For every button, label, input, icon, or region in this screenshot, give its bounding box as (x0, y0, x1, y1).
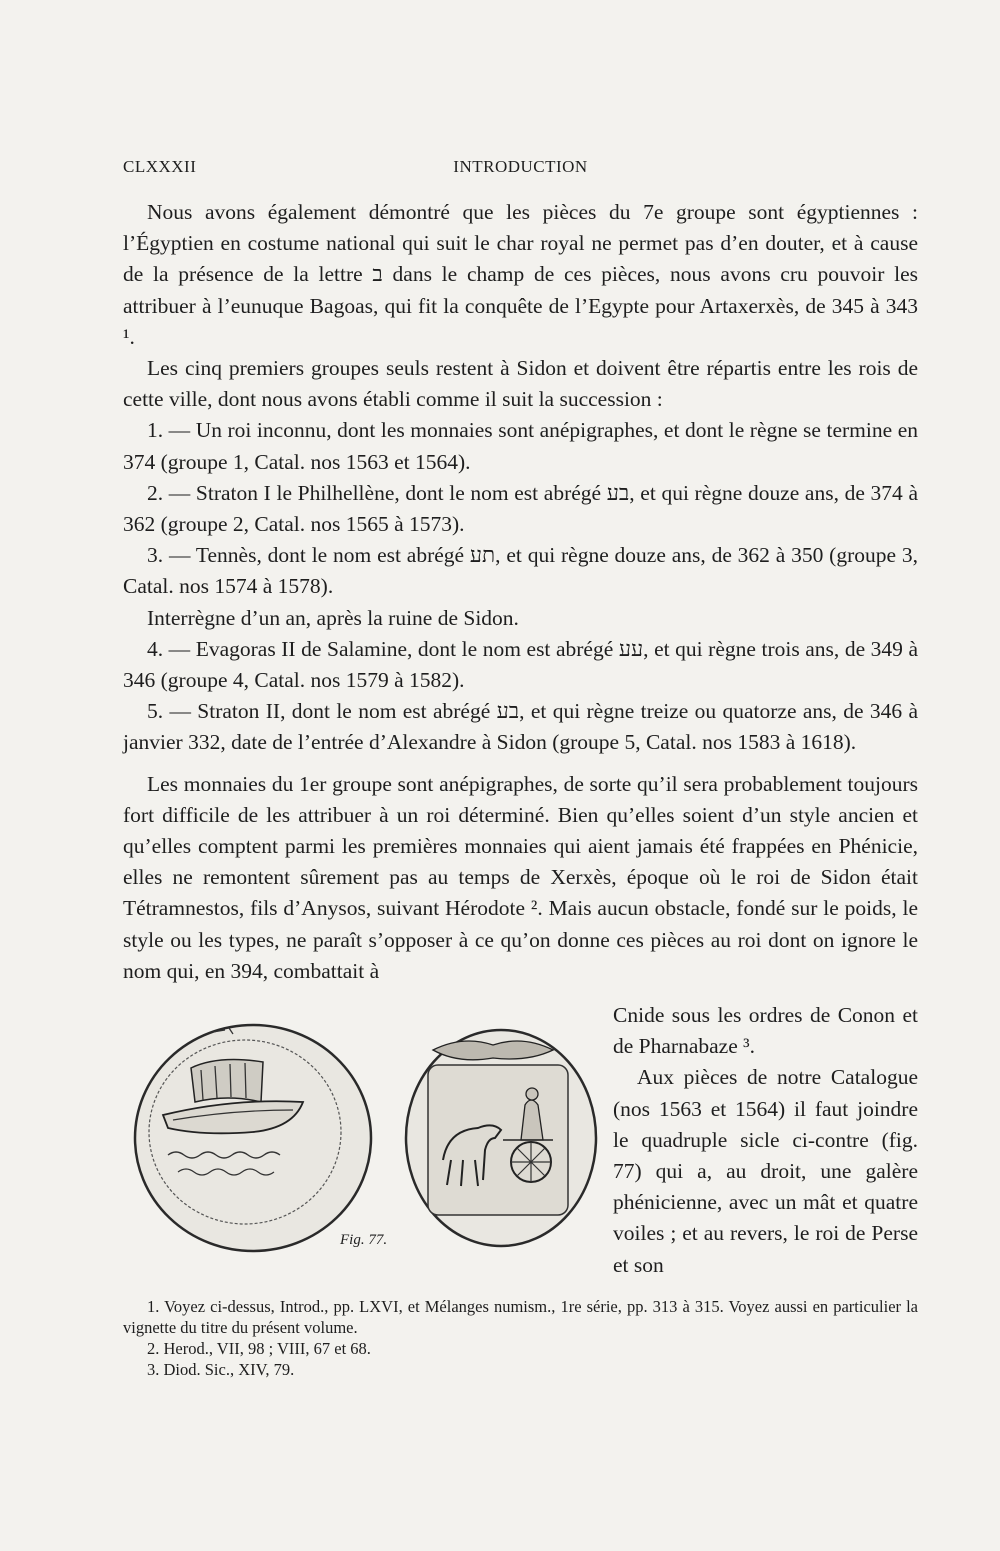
figure-caption: Fig. 77. (340, 1232, 388, 1248)
main-text (123, 197, 918, 987)
running-head (123, 157, 918, 181)
paragraph-2: Les cinq premiers groupes seuls restent à Sidon et doivent être répartis entre les rois de cette ville, dont nous avons établi comme il suit la succession : (123, 356, 918, 412)
succession-item-4: 4. — Evagoras II de Salamine, dont le nom est abrégé עע, et qui règne trois ans, de 349 à 346 (groupe 4, Catal. nos 1579 à 1582). (123, 636, 919, 693)
footnote-3: 3. Diod. Sic., XIV, 79. (147, 1360, 295, 1379)
running-title: INTRODUCTION (453, 157, 588, 176)
footnotes (123, 1296, 918, 1380)
succession-item-2: 2. — Straton I le Philhellène, dont le nom est abrégé בע, et qui règne douze ans, de 374 à 362 (groupe 2, Catal. nos 1565 à 1573). (123, 480, 918, 537)
footnote-2: 2. Herod., VII, 98 ; VIII, 67 et 68. (147, 1339, 371, 1358)
paragraph-1: Nous avons également démontré que les pièces du 7e groupe sont égyptiennes : l’Égyptien en costume national qui suit le char royal ne permet pas d’en douter, et à cause de la présence de la lettre ב dans le champ de ces pièces, nous avons cru pouvoir les attribuer à l’eunuque Bagoas, qui fit la conquête de l’Egypte pour Artaxerxès, de 345 à 343 ¹. (123, 200, 918, 349)
interregnum-line: Interrègne d’un an, après la ruine de Sidon. (147, 605, 519, 630)
footnote-1: 1. Voyez ci-dessus, Introd., pp. LXVI, et Mélanges numism., 1re série, pp. 313 à 315. Voyez aussi en particulier la vignette du titre du présent volume. (123, 1297, 918, 1337)
text-beside-figure (613, 1000, 918, 1281)
page-number: CLXXXII (123, 157, 197, 176)
paragraph-first-group: Les monnaies du 1er groupe sont anépigraphes, de sorte qu’il sera probablement toujours fort difficile de les attribuer à un roi déterminé. Bien qu’elles soient d’un style ancien et qu’elles comptent parmi les premières monnaies qui aient jamais été frappées en Phénicie, elles ne remontent sûrement pas au temps de Xerxès, époque où le roi de Sidon était Tétramnestos, fils d’Anysos, suivant Hérodote ². Mais aucun obstacle, fondé sur le poids, le style ou les types, ne paraît s’opposer à ce qu’on donne ces pièces au roi dont on ignore le nom qui, en 394, combattait à (123, 771, 918, 983)
coin-obverse (135, 1025, 371, 1251)
coin-reverse (406, 1030, 596, 1246)
succession-item-3: 3. — Tennès, dont le nom est abrégé תע, et qui règne douze ans, de 362 à 350 (groupe 3, Catal. nos 1574 à 1578). (123, 543, 918, 599)
wrap-paragraph-2: Aux pièces de notre Catalogue (nos 1563 et 1564) il faut joindre le quadruple sicle ci-contre (fig. 77) qui a, au droit, une galère phénicienne, avec un mât et quatre voiles ; et au revers, le roi de Perse et son (613, 1065, 918, 1277)
succession-item-5: 5. — Straton II, dont le nom est abrégé בע, et qui règne treize ou quatorze ans, de 346 à janvier 332, date de l’entrée d’Alexandre à Sidon (groupe 5, Catal. nos 1583 à 1618). (123, 699, 918, 755)
coin-illustration (133, 1010, 598, 1255)
succession-item-1: 1. — Un roi inconnu, dont les monnaies sont anépigraphes, et dont le règne se termine en 374 (groupe 1, Catal. nos 1563 et 1564). (123, 418, 918, 474)
coin-figure (133, 1010, 598, 1255)
wrap-paragraph-1: Cnide sous les ordres de Conon et de Pharnabaze ³. (613, 1003, 918, 1059)
